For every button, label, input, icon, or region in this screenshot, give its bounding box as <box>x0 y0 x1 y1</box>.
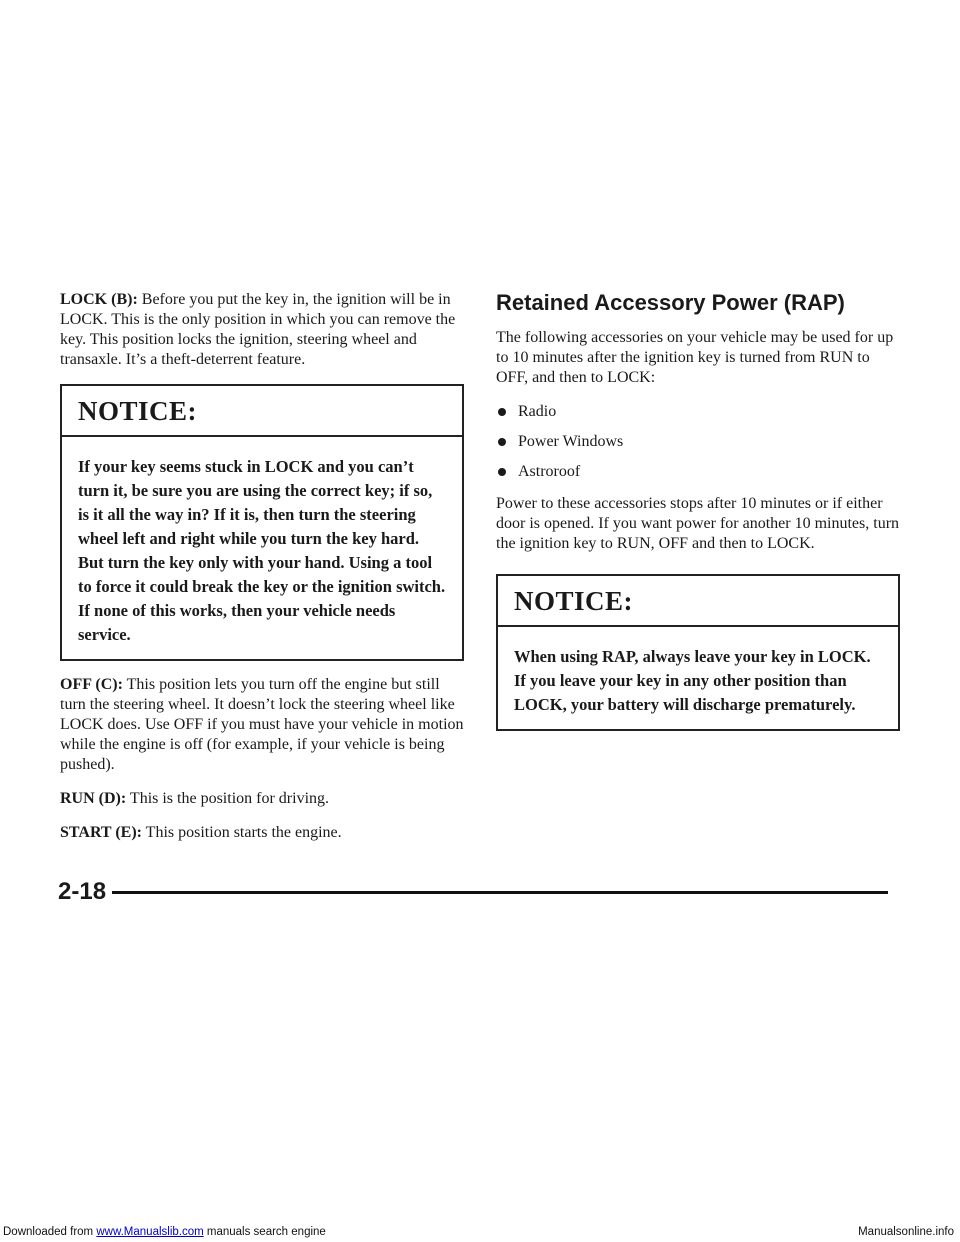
download-banner: Downloaded from www.Manualslib.com manuals search engine <box>3 1226 326 1238</box>
right-column <box>496 290 900 745</box>
bullet-icon <box>498 408 506 416</box>
run-label: RUN (D): <box>60 790 127 807</box>
notice-body: When using RAP, always leave your key in LOCK. If you leave your key in any other position than LOCK, your battery will discharge prematurely. <box>514 647 871 714</box>
list-item: Power Windows <box>496 432 900 452</box>
start-paragraph <box>60 823 464 843</box>
bullet-icon <box>498 438 506 446</box>
manualslib-link[interactable]: www.Manualslib.com <box>96 1226 204 1238</box>
left-column <box>60 290 464 857</box>
off-text: This position lets you turn off the engine but still turn the steering wheel. It doesn’t lock the steering wheel like LOCK does. Use OFF if you must have your vehicle in motion while the engine is off (for example, if your vehicle is being pushed). <box>60 676 464 773</box>
start-text: This position starts the engine. <box>141 824 342 841</box>
watermark: Manualsonline.info <box>858 1226 954 1238</box>
notice-box-right <box>496 574 900 731</box>
notice-box-left <box>60 384 464 661</box>
accessory-list <box>496 402 900 482</box>
list-item: Astroroof <box>496 462 900 482</box>
section-title: Retained Accessory Power (RAP) <box>496 290 845 315</box>
notice-body: If your key seems stuck in LOCK and you can’t turn it, be sure you are using the correct key; if so, is it all the way in? If it is, then turn the steering wheel left and right while you turn the key hard. But turn the key only with your hand. Using a tool to force it could break the key or the ignition switch. If none of this works, then your vehicle needs service. <box>78 457 446 644</box>
lock-text: Before you put the key in, the ignition will be in LOCK. This is the only position in which you can remove the key. This position locks the ignition, steering wheel and transaxle. It’s a theft-deterrent feature. <box>60 291 456 368</box>
start-label: START (E): <box>60 824 142 841</box>
off-label: OFF (C): <box>60 676 123 693</box>
lock-label: LOCK (B): <box>60 291 138 308</box>
bullet-icon <box>498 468 506 476</box>
notice-title: NOTICE: <box>62 386 462 437</box>
rap-intro: The following accessories on your vehicle may be used for up to 10 minutes after the ignition key is turned from RUN to OFF, and then to LOCK: <box>496 329 894 386</box>
run-text: This is the position for driving. <box>126 790 330 807</box>
page-number: 2-18 <box>58 878 107 905</box>
list-item: Radio <box>496 402 900 422</box>
rap-after: Power to these accessories stops after 10 minutes or if either door is opened. If you want power for another 10 minutes, turn the ignition key to RUN, OFF and then to LOCK. <box>496 495 900 552</box>
notice-title: NOTICE: <box>498 576 898 627</box>
footer-rule <box>112 891 888 894</box>
off-paragraph <box>60 675 464 775</box>
run-paragraph <box>60 789 464 809</box>
lock-paragraph <box>60 290 464 370</box>
